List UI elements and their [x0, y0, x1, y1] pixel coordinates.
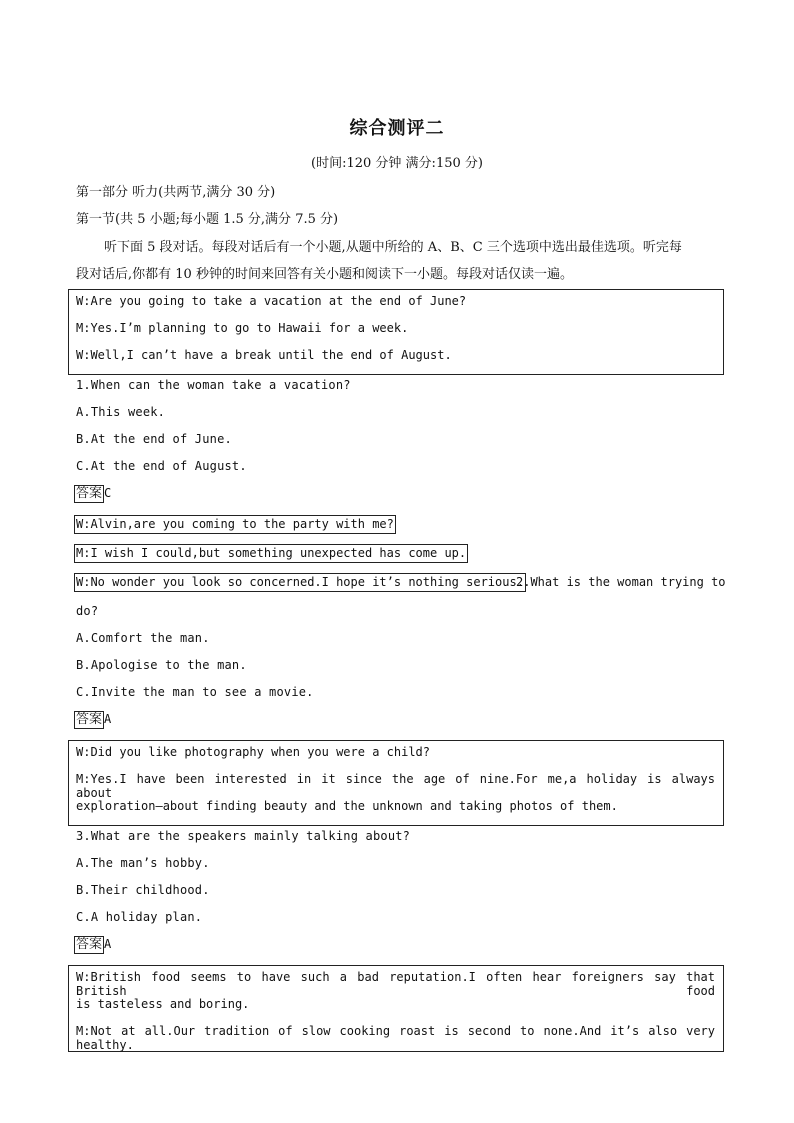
- option-a: A.The man’s hobby.: [76, 856, 210, 870]
- section-heading: 第一节(共 5 小题;每小题 1.5 分,满分 7.5 分): [76, 212, 339, 227]
- instruction-line-1: 听下面 5 段对话。每段对话后有一个小题,从题中所给的 A、B、C 三个选项中选出最佳选项。听完每: [104, 240, 682, 255]
- dialog-4-box: [68, 965, 724, 1052]
- option-b: B.At the end of June.: [76, 432, 232, 446]
- answer-1: [74, 485, 111, 503]
- exam-time-score: (时间:120 分钟 满分:150 分): [311, 156, 483, 171]
- answer-3: [74, 936, 111, 954]
- answer-2: [74, 711, 111, 729]
- dialog-2-line-1: W:Alvin,are you coming to the party with me?: [74, 515, 396, 534]
- question-2-start: 2.What is the woman trying to: [516, 575, 726, 589]
- option-b: B.Their childhood.: [76, 883, 210, 897]
- answer-letter: C: [104, 486, 112, 500]
- question-1: 1.When can the woman take a vacation?: [76, 378, 351, 392]
- dialog-2-line-3: W:No wonder you look so concerned.I hope it’s nothing serious.: [74, 573, 526, 592]
- dialog-2-line-2: M:I wish I could,but something unexpected has come up.: [74, 544, 468, 563]
- question-3: 3.What are the speakers mainly talking about?: [76, 829, 411, 843]
- option-c: C.A holiday plan.: [76, 910, 203, 924]
- option-a: A.This week.: [76, 405, 166, 419]
- dialog-3-box: [68, 740, 724, 826]
- dialog-line: W:Are you going to take a vacation at the end of June?: [76, 294, 467, 308]
- dialog-1-box: [68, 289, 724, 375]
- option-b: B.Apologise to the man.: [76, 658, 247, 672]
- option-c: C.Invite the man to see a movie.: [76, 685, 314, 699]
- dialog-line: M:Yes.I’m planning to go to Hawaii for a week.: [76, 321, 409, 335]
- answer-tag: 答案: [76, 486, 103, 501]
- part-heading: 第一部分 听力(共两节,满分 30 分): [76, 185, 276, 200]
- answer-tag: 答案: [76, 937, 103, 952]
- dialog-line: is tasteless and boring.: [76, 997, 250, 1011]
- dialog-line: W:Did you like photography when you were a child?: [76, 745, 431, 759]
- page-title: 综合测评二: [349, 118, 445, 139]
- option-c: C.At the end of August.: [76, 459, 247, 473]
- answer-tag: 答案: [76, 712, 103, 727]
- dialog-line: W:British food seems to have such a bad reputation.I often hear foreigners say that British food: [76, 970, 715, 998]
- answer-letter: A: [104, 712, 112, 726]
- question-2-end: do?: [76, 604, 99, 618]
- instruction-line-2: 段对话后,你都有 10 秒钟的时间来回答有关小题和阅读下一小题。每段对话仅读一遍。: [76, 267, 573, 282]
- dialog-line: W:Well,I can’t have a break until the end of August.: [76, 348, 452, 362]
- answer-letter: A: [104, 937, 112, 951]
- dialog-line: M:Yes.I have been interested in it since the age of nine.For me,a holiday is always about: [76, 772, 715, 800]
- dialog-line: exploration—about finding beauty and the unknown and taking photos of them.: [76, 799, 618, 813]
- dialog-line: M:Not at all.Our tradition of slow cooking roast is second to none.And it’s also very healthy.: [76, 1024, 715, 1052]
- option-a: A.Comfort the man.: [76, 631, 210, 645]
